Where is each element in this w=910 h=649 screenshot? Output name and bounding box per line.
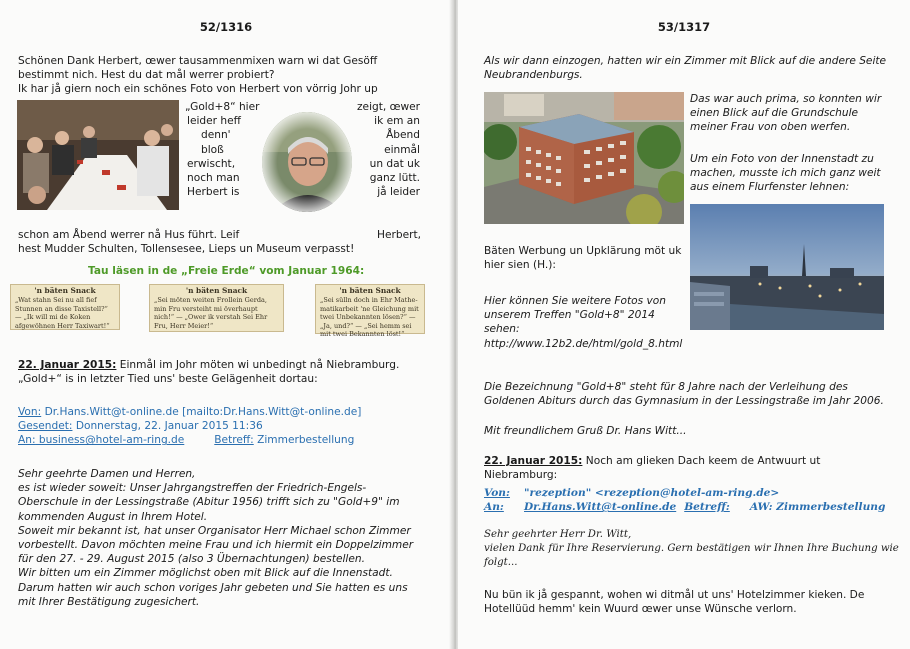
text-line: Ik har jå giern noch ein schönes Foto von Herbert von vörrig Johr up — [18, 83, 378, 96]
date-paragraph: 22. Januar 2015: Einmål im Johr möten wi unbedingt nå Niebramburg. „Gold+“ is in letzter Tied uns' beste Gelägenheit dortau: — [18, 359, 400, 386]
after-wrap-paragraph: schon am Åbend werrer nå Hus führt. Leif Herbert, hest Mudder Schulten, Tollensesee, Lieps un Museum verpasst! — [18, 229, 421, 256]
closing-paragraph: Nu bün ik jå gespannt, wohen wi ditmål ut uns' Hotelzimmer kieken. De Hotellüüd hemm' kein Wuurd œwer unse Wünsche verlorn. — [484, 589, 865, 616]
fotos-paragraph: Hier können Sie weitere Fotos von unserem Treffen "Gold+8" 2014 sehen: http://www.12b2.de/html/gold_8.html — [484, 294, 704, 351]
page-number: 53/1317 — [657, 20, 711, 34]
subject-label: Betreff: — [214, 434, 254, 447]
text-line: Schönen Dank Herbert, œwer tausammenmixen warn wi dat Gesöff — [18, 55, 378, 67]
greeting: Mit freundlichem Gruß Dr. Hans Witt... — [484, 425, 687, 437]
from-email-link[interactable]: Dr.Hans.Witt@t-online.de [mailto:Dr.Hans.Witt@t-online.de] — [41, 406, 362, 418]
intro-paragraph: Als wir dann einzogen, hatten wir ein Zimmer mit Blick auf die andere Seite Neubrandenburgs. — [484, 55, 887, 82]
reply-body: Sehr geehrter Herr Dr. Witt, vielen Dank für Ihre Reservierung. Gern bestätigen wir Ihnen Ihre Buchung wie folgt... — [484, 529, 899, 569]
newspaper-caption: Tau läsen in de „Freie Erde“ vom Januar 1964: — [88, 265, 365, 277]
city-paragraph: Um ein Foto von der Innenstadt zu machen, musste ich mich ganz weit aus einem Flurfenster lehnen: — [690, 153, 881, 194]
newspaper-clipping: 'n bäten Snack „Wat stahn Sei nu all fief Stunnen an disse Taxistell?“ — „Ik will mi de Koken afgewöhnen Herr Taxiwart!“ — [10, 284, 120, 330]
reply-from-value: "rezeption" <rezeption@hotel-am-ring.de> — [524, 487, 780, 499]
date-heading: 22. Januar 2015: — [18, 359, 117, 371]
fotos-link[interactable]: http://www.12b2.de/html/gold_8.html — [484, 337, 683, 350]
text-line: bestimmt nich. Hest du dat mål werrer probiert? — [18, 69, 275, 82]
city-dusk-photo — [690, 204, 884, 330]
from-label: Von: — [18, 406, 42, 418]
newspaper-clipping: 'n bäten Snack „Sei sülln doch in Ehr Mathematikarbeit 'ne Gleichung mit twei Unbekannten lösen?“ — „Ja, und?“ — „Sei hemm sei mit twei Bekannten löst!“ — [315, 284, 425, 334]
reply-date-paragraph: 22. Januar 2015: Noch am glieken Dach keem de Antwuurt ut Niebramburg: — [484, 455, 821, 482]
group-dinner-photo — [17, 100, 179, 210]
date-heading: 22. Januar 2015: — [484, 455, 583, 467]
reply-to-link[interactable]: Dr.Hans.Witt@t-online.de — [524, 501, 677, 514]
wrap-text-right: zeigt, œwer ik em an Åbend einmål un dat uk ganz lütt. jå leider — [356, 101, 420, 199]
plattdeutsch-paragraph: Bäten Werbung un Upklärung möt uk hier sien (H.): — [484, 245, 682, 272]
email-header: Von: Dr.Hans.Witt@t-online.de [mailto:Dr.Hans.Witt@t-online.de] Gesendet: Donnerstag, 22. Januar 2015 11:36 An: business@hotel-am-ring.de Betreff: Zimmerbestellung — [18, 406, 362, 447]
intro-paragraph — [18, 54, 423, 97]
wrap-text-left: „Gold+8“ hier leider heff denn' bloß erwischt, noch man Herbert is — [185, 101, 260, 199]
email-body: Sehr geehrte Damen und Herren, es ist wieder soweit: Unser Jahrgangstreffen der Friedrich-Engels- Oberschule in der Lessingstraße (Abitur 1956) trifft sich zu "Gold+9" im kommenden August in Ihrem Hotel. Soweit mir bekannt ist, hat unser Organisator Herr Michael schon Zimmer vorbestellt. Davon möchten meine Frau und ich hiermit ein Doppelzimmer für den 27. - 29. August 2015 (also 3 Übernachtungen) bestellen. Wir bitten um ein Zimmer möglichst oben mit Blick auf die Innenstadt. Darum hatten wir auch schon voriges Jahr gebeten und Sie hatten es uns mit Ihrer Bestätigung zugesichert. — [18, 468, 414, 608]
definition-paragraph: Die Bezeichnung "Gold+8" steht für 8 Jahre nach der Verleihung des Goldenen Abiturs durch das Gymnasium in der Lessingstraße im Jahr 2006. — [484, 381, 884, 408]
school-paragraph: Das war auch prima, so konnten wir einen Blick auf die Grundschule meiner Frau von oben werfen. — [690, 93, 882, 134]
reply-email-header: Von: "rezeption" <rezeption@hotel-am-ring.de> An: Dr.Hans.Witt@t-online.de Betreff: AW: Zimmerbestellung — [484, 487, 886, 514]
to-email-link[interactable]: business@hotel-am-ring.de — [35, 434, 185, 447]
from-label: Von: — [484, 487, 510, 499]
to-label: An: — [484, 501, 504, 514]
portrait-photo — [262, 112, 352, 212]
to-label: An: — [18, 434, 36, 447]
newspaper-clipping: 'n bäten Snack „Sei möten weiten Frollein Gerda, min Fru versteiht mi överhaupt nich!“ — „Ower ik verstah Sei Ehr Fru, Herr Meier!“ — [149, 284, 284, 332]
page-number: 52/1316 — [199, 20, 253, 34]
right-page — [458, 0, 910, 649]
subject-label: Betreff: — [684, 501, 730, 514]
school-building-photo — [484, 92, 684, 224]
sent-label: Gesendet: — [18, 420, 73, 433]
left-page — [0, 0, 452, 649]
